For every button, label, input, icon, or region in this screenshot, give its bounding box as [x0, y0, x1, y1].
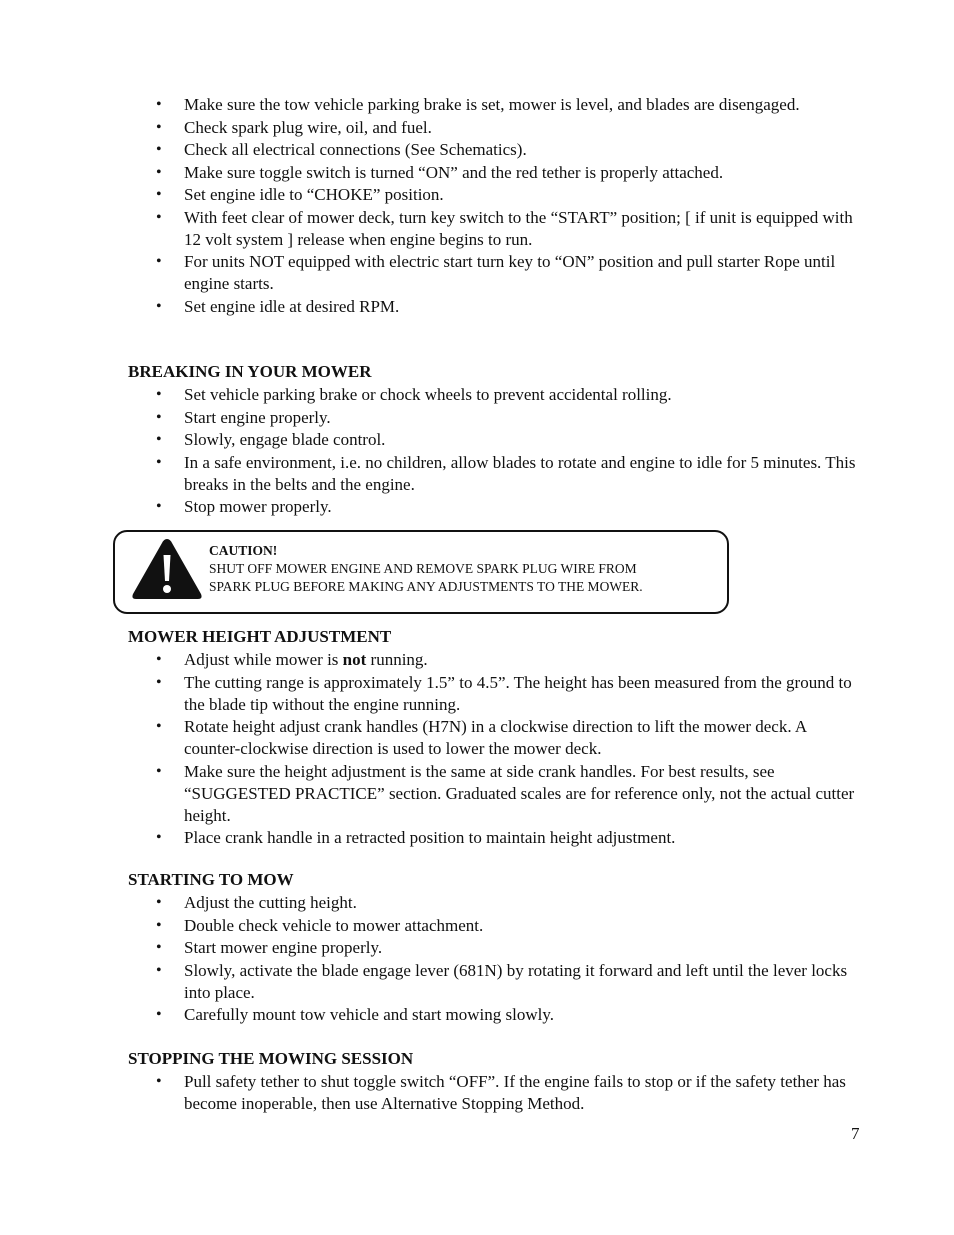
bullet-icon: •	[156, 1006, 162, 1023]
breaking-in-list	[0, 384, 864, 519]
list-item: • Set vehicle parking brake or chock wheels to prevent accidental rolling.	[156, 385, 672, 404]
list-item: • Slowly, activate the blade engage lever (681N) by rotating it forward and left until the lever locks into place.	[156, 960, 848, 1002]
bullet-icon: •	[156, 762, 162, 780]
bullet-icon: •	[156, 1073, 162, 1090]
list-item: • Check all electrical connections (See Schematics).	[156, 140, 527, 159]
bullet-icon: •	[156, 961, 162, 979]
bullet-icon: •	[156, 386, 162, 403]
caution-text	[209, 542, 721, 596]
list-item: • Place crank handle in a retracted position to maintain height adjustment.	[156, 828, 676, 847]
caution-box	[113, 530, 729, 614]
caution-title: CAUTION!	[209, 543, 278, 558]
list-item: • Make sure the tow vehicle parking brake is set, mower is level, and blades are disengaged.	[156, 95, 800, 114]
bullet-icon: •	[156, 408, 162, 426]
list-item: • Make sure toggle switch is turned “ON” and the red tether is properly attached.	[156, 162, 724, 182]
bullet-icon: •	[156, 96, 162, 113]
list-item: • Set engine idle at desired RPM.	[156, 296, 400, 316]
bullet-icon: •	[156, 829, 162, 846]
list-item: • Pull safety tether to shut toggle switch “OFF”. If the engine fails to stop or if the safety tether has become inoperable, then use Alternative Stopping Method.	[156, 1072, 846, 1113]
stopping-list	[0, 1071, 864, 1116]
caution-line: SHUT OFF MOWER ENGINE AND REMOVE SPARK PLUG WIRE FROM	[209, 561, 637, 576]
bullet-icon: •	[156, 163, 162, 181]
bullet-icon: •	[156, 208, 162, 226]
bullet-icon: •	[156, 894, 162, 911]
section-heading-starting: STARTING TO MOW	[128, 870, 294, 889]
list-item: • The cutting range is approximately 1.5” to 4.5”. The height has been measured from the ground to the blade tip without the engine running.	[156, 672, 852, 714]
bullet-icon: •	[156, 651, 162, 668]
bullet-icon: •	[156, 916, 162, 934]
bullet-icon: •	[156, 718, 162, 735]
bullet-icon: •	[156, 431, 162, 448]
list-item: • Set engine idle to “CHOKE” position.	[156, 185, 444, 204]
starting-list	[0, 892, 864, 1027]
bullet-icon: •	[156, 297, 162, 315]
emphasis-not: not	[342, 650, 367, 669]
height-adjustment-list	[0, 649, 864, 850]
list-item: • Slowly, engage blade control.	[156, 430, 386, 449]
bullet-icon: •	[156, 939, 162, 956]
startup-list	[0, 94, 864, 318]
bullet-icon: •	[156, 498, 162, 515]
page-number: 7	[851, 1124, 860, 1143]
list-item: • Carefully mount tow vehicle and start mowing slowly.	[156, 1005, 554, 1024]
bullet-icon: •	[156, 673, 162, 691]
list-item: • Start engine properly.	[156, 407, 331, 427]
list-item: • Make sure the height adjustment is the same at side crank handles. For best results, see “SUGGESTED PRACTICE” section. Graduated scales are for reference only, not the actual cutter height.	[156, 761, 855, 825]
bullet-icon: •	[156, 253, 162, 270]
bullet-icon: •	[156, 453, 162, 471]
section-heading-height-adjustment: MOWER HEIGHT ADJUSTMENT	[128, 627, 392, 646]
warning-triangle-icon	[130, 536, 204, 602]
list-item: • In a safe environment, i.e. no children, allow blades to rotate and engine to idle for 5 minutes. This breaks in the belts and the engine.	[156, 452, 856, 494]
list-item: • Stop mower properly.	[156, 497, 332, 516]
bullet-icon: •	[156, 118, 162, 136]
bullet-icon: •	[156, 186, 162, 203]
list-item: • Check spark plug wire, oil, and fuel.	[156, 117, 432, 137]
list-item: • Start mower engine properly.	[156, 938, 383, 957]
caution-line: SPARK PLUG BEFORE MAKING ANY ADJUSTMENTS TO THE MOWER.	[209, 579, 643, 594]
section-heading-stopping: STOPPING THE MOWING SESSION	[128, 1049, 414, 1068]
list-item: • For units NOT equipped with electric start turn key to “ON” position and pull starter Rope until engine starts.	[156, 252, 836, 293]
list-item: • Rotate height adjust crank handles (H7N) in a clockwise direction to lift the mower deck. A counter-clockwise direction is used to lower the mower deck.	[156, 717, 807, 758]
bullet-icon: •	[156, 141, 162, 158]
list-item: • With feet clear of mower deck, turn key switch to the “START” position; [ if unit is equipped with 12 volt system ] release when engine begins to run.	[156, 207, 853, 249]
list-item: • Adjust while mower is not running.	[156, 650, 428, 669]
list-item: • Double check vehicle to mower attachment.	[156, 915, 484, 935]
section-heading-breaking-in: BREAKING IN YOUR MOWER	[128, 362, 372, 381]
list-item: • Adjust the cutting height.	[156, 893, 357, 912]
